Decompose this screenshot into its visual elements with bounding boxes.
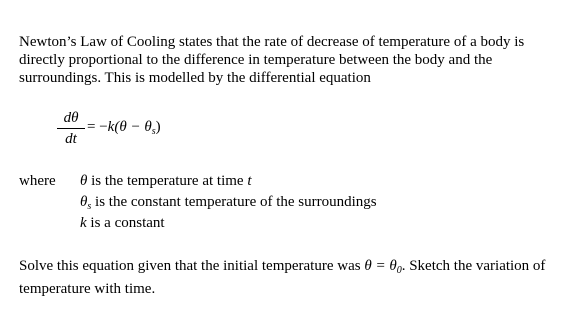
task-paragraph — [19, 257, 564, 298]
rhs-subscript: s — [151, 126, 156, 137]
fraction-numerator: dθ — [63, 110, 79, 126]
def2-symbol: θ — [80, 194, 88, 210]
definition-theta-s — [80, 194, 377, 212]
def1-text: is the temperature at time — [87, 173, 248, 189]
task-theta: θ — [364, 258, 372, 274]
def2-subscript: s — [87, 201, 92, 212]
task-before: Solve this equation given that the initial temperature was — [19, 258, 365, 274]
def1-time: t — [247, 173, 252, 189]
fraction-denominator: dt — [65, 131, 77, 147]
task-equals: = θ — [371, 258, 397, 274]
fraction-bar — [57, 128, 85, 129]
constant-k: k — [107, 119, 115, 135]
def1-symbol: θ — [80, 173, 88, 189]
equation-rhs — [87, 119, 161, 137]
rhs-prefix: = − — [87, 119, 108, 135]
def2-text: is the constant temperature of the surroundings — [91, 194, 377, 210]
task-after: . Sketch the variation of temperature with time. — [19, 258, 546, 297]
definition-k — [80, 215, 165, 232]
rhs-close: ) — [155, 119, 161, 135]
rhs-open: (θ − θ — [114, 119, 152, 135]
task-subscript: 0 — [396, 265, 402, 276]
where-label: where — [19, 173, 56, 189]
def3-symbol: k — [80, 215, 87, 231]
intro-paragraph: Newton’s Law of Cooling states that the rate of decrease of temperature of a body is directly proportional to the difference in temperature between the body and the surroundings. This is modelled by the differential equation — [19, 34, 525, 86]
definition-theta — [80, 173, 252, 190]
derivative-fraction — [57, 110, 85, 147]
def3-text: is a constant — [86, 215, 165, 231]
